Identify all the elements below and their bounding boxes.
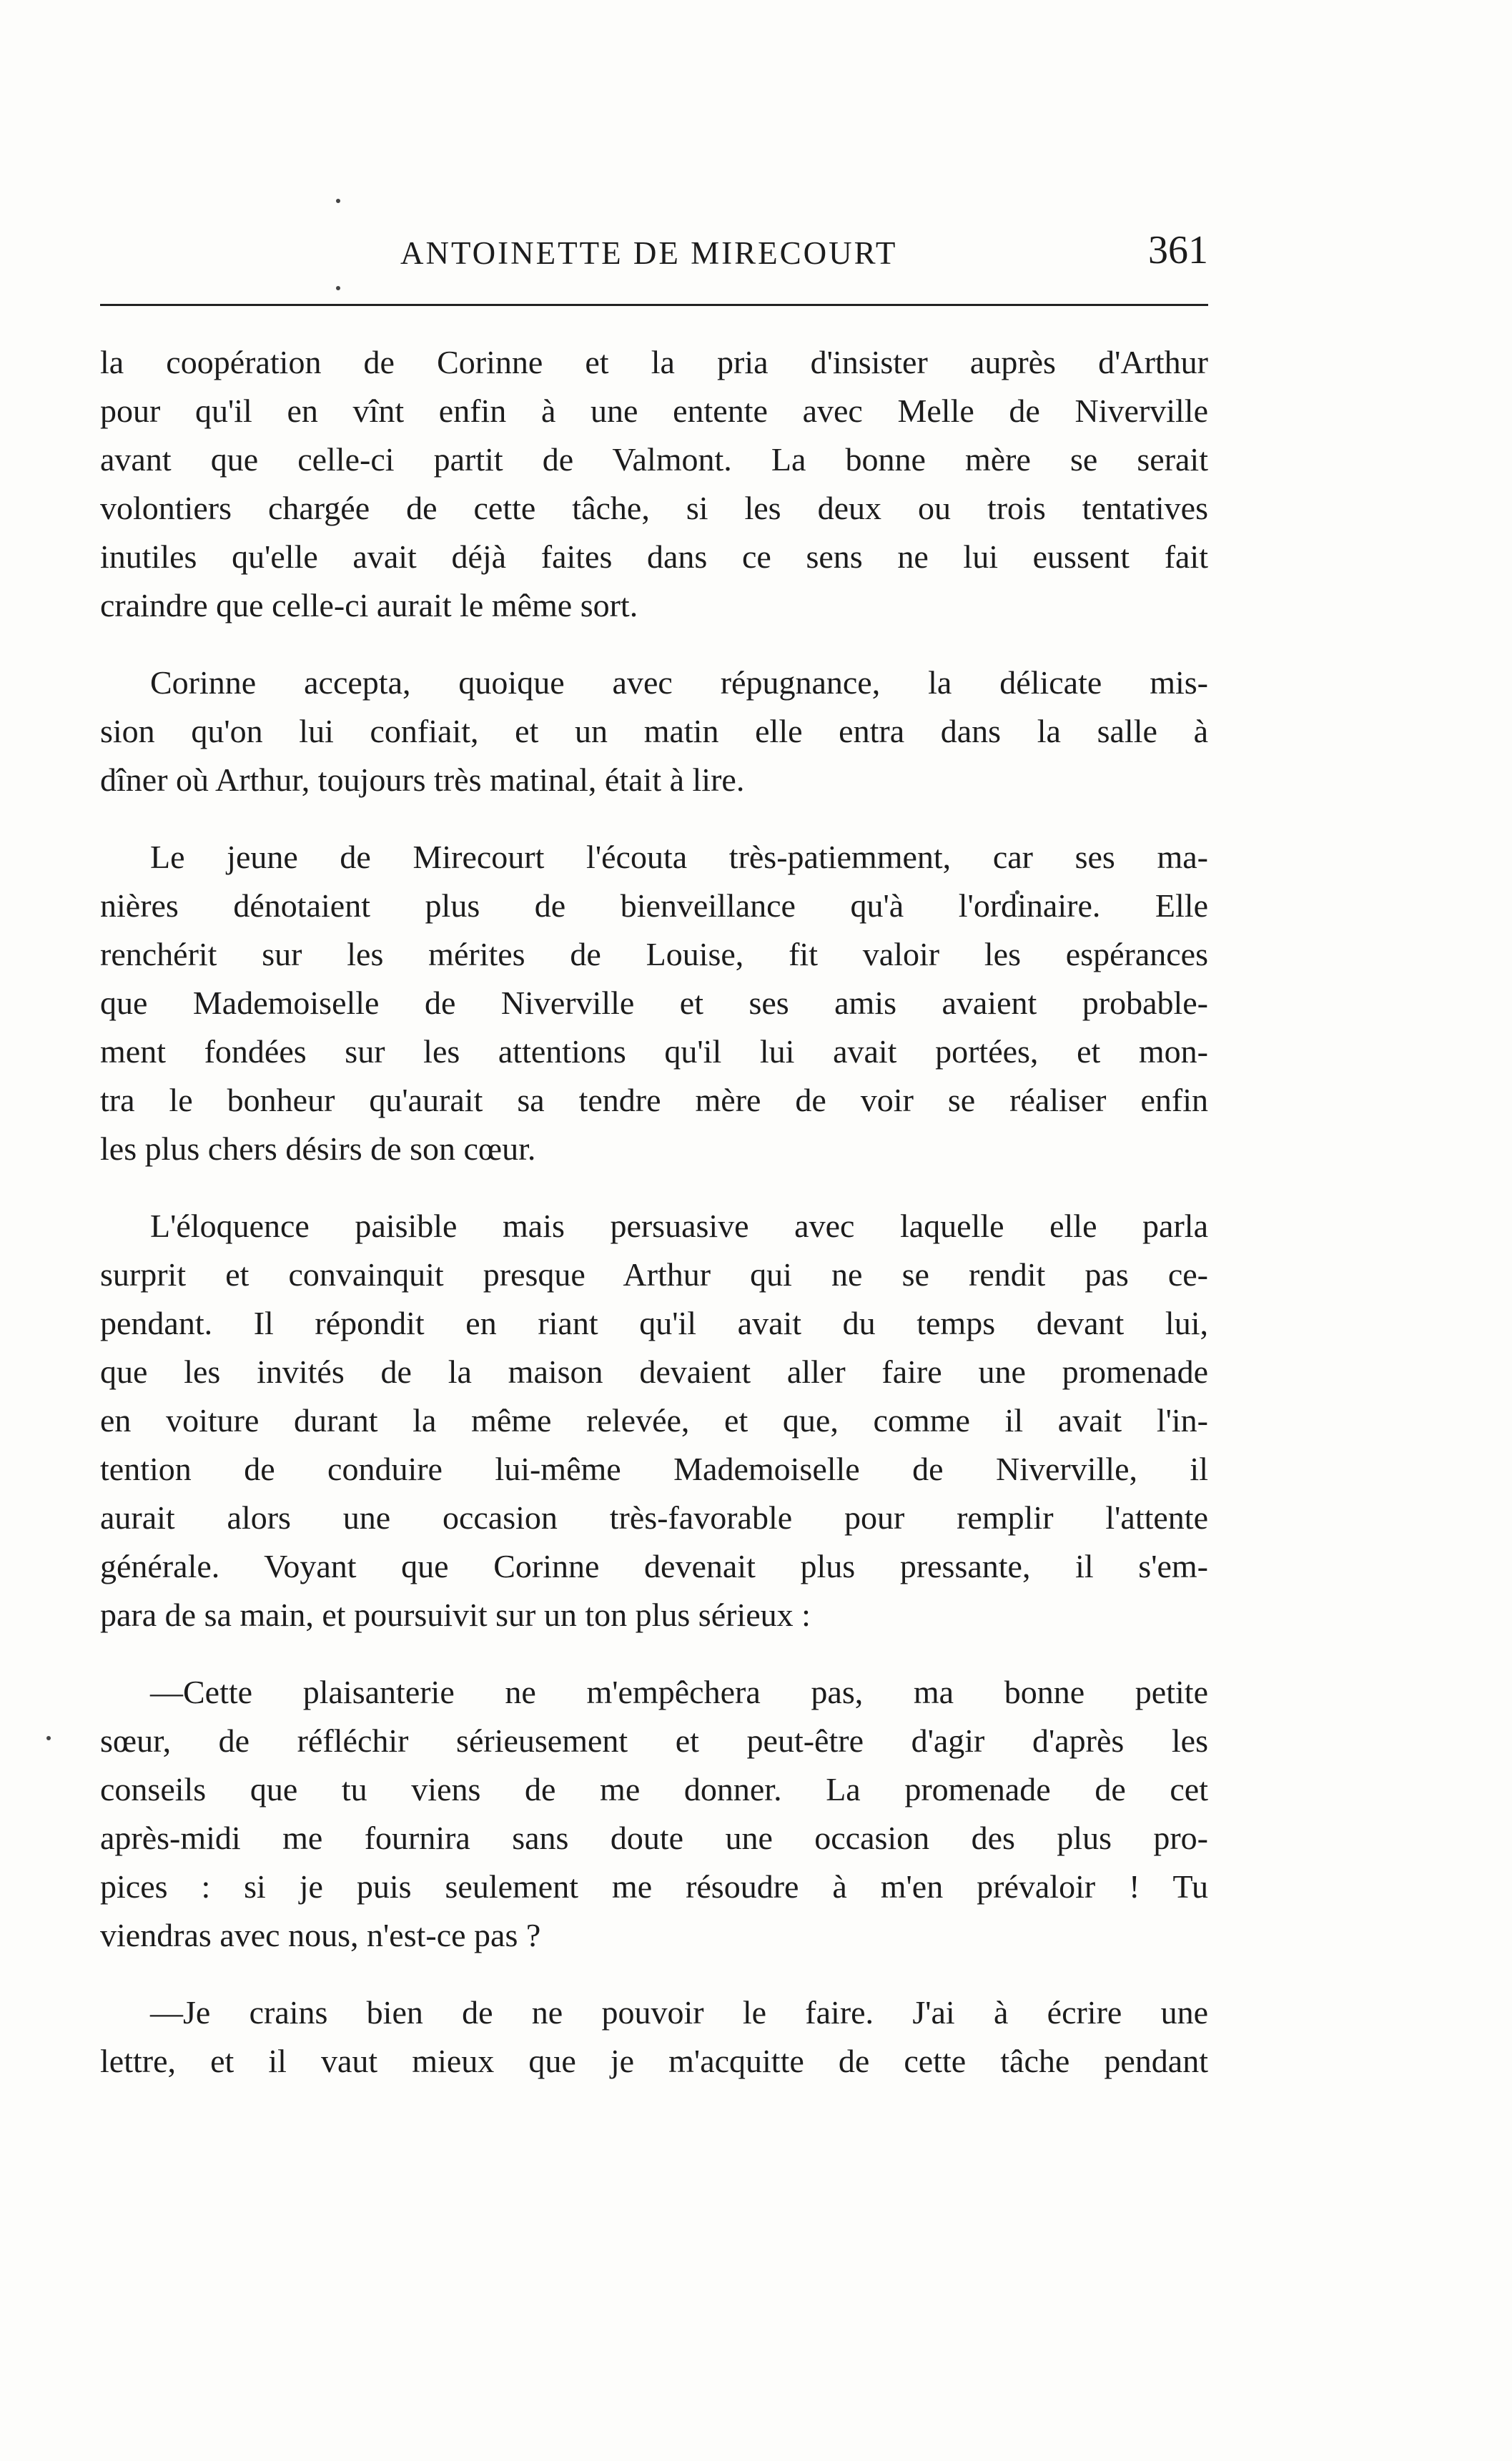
text-line: générale. Voyant que Corinne devenait plus pressante, il s'em- <box>100 1548 1208 1584</box>
text-line: en voiture durant la même relevée, et que, comme il avait l'in- <box>100 1402 1208 1439</box>
text-line: avant que celle-ci partit de Valmont. La bonne mère se serait <box>100 441 1208 478</box>
paragraph <box>100 1668 1208 1960</box>
print-speck <box>336 199 340 203</box>
text-line: viendras avec nous, n'est-ce pas ? <box>100 1917 541 1953</box>
text-line: pour qu'il en vînt enfin à une entente avec Melle de Niverville <box>100 393 1208 429</box>
paragraph <box>100 1202 1208 1639</box>
text-line: volontiers chargée de cette tâche, si les deux ou trois tentatives <box>100 490 1208 526</box>
text-line: la coopération de Corinne et la pria d'insister auprès d'Arthur <box>100 344 1208 380</box>
text-line: Corinne accepta, quoique avec répugnance, la délicate mis- <box>150 664 1208 701</box>
text-line: —Je crains bien de ne pouvoir le faire. J'ai à écrire une <box>150 1994 1208 2031</box>
text-line: craindre que celle-ci aurait le même sort. <box>100 587 638 623</box>
paragraph <box>100 1988 1208 2086</box>
text-line: pendant. Il répondit en riant qu'il avait du temps devant lui, <box>100 1305 1208 1341</box>
text-line: para de sa main, et poursuivit sur un ton plus sérieux : <box>100 1597 811 1633</box>
text-line: pices : si je puis seulement me résoudre à m'en prévaloir ! Tu <box>100 1868 1208 1905</box>
paragraph <box>100 338 1208 630</box>
text-line: tra le bonheur qu'aurait sa tendre mère de voir se réaliser enfin <box>100 1082 1208 1118</box>
text-line: surprit et convainquit presque Arthur qui ne se rendit pas ce- <box>100 1256 1208 1293</box>
text-line: ment fondées sur les attentions qu'il lui avait portées, et mon- <box>100 1033 1208 1070</box>
text-line: L'éloquence paisible mais persuasive avec laquelle elle parla <box>150 1208 1208 1244</box>
header-rule <box>100 304 1208 306</box>
paragraph-gap <box>100 804 1208 833</box>
body-text <box>100 338 1208 2086</box>
paragraph <box>100 833 1208 1173</box>
text-line: que les invités de la maison devaient aller faire une promenade <box>100 1353 1208 1390</box>
text-line: sion qu'on lui confiait, et un matin elle entra dans la salle à <box>100 713 1208 749</box>
text-line: sœur, de réfléchir sérieusement et peut-être d'agir d'après les <box>100 1722 1208 1759</box>
print-speck <box>336 286 340 290</box>
page-number: 361 <box>1148 228 1208 272</box>
text-line: Le jeune de Mirecourt l'écouta très-patiemment, car ses ma- <box>150 839 1208 875</box>
paragraph-gap <box>100 1960 1208 1988</box>
text-line: après-midi me fournira sans doute une occasion des plus pro- <box>100 1820 1208 1856</box>
paragraph-gap <box>100 1639 1208 1668</box>
text-line: inutiles qu'elle avait déjà faites dans ce sens ne lui eussent fait <box>100 538 1208 575</box>
text-line: conseils que tu viens de me donner. La promenade de cet <box>100 1771 1208 1807</box>
print-speck <box>46 1736 51 1740</box>
text-line: —Cette plaisanterie ne m'empêchera pas, ma bonne petite <box>150 1674 1208 1710</box>
page-header <box>100 227 1208 285</box>
text-line: que Mademoiselle de Niverville et ses amis avaient probable- <box>100 985 1208 1021</box>
text-line: lettre, et il vaut mieux que je m'acquitte de cette tâche pendant <box>100 2043 1208 2079</box>
paragraph-gap <box>100 1173 1208 1202</box>
text-line: aurait alors une occasion très-favorable pour remplir l'attente <box>100 1499 1208 1536</box>
text-line: les plus chers désirs de son cœur. <box>100 1130 536 1167</box>
paragraph-gap <box>100 630 1208 659</box>
running-title: ANTOINETTE DE MIRECOURT <box>400 235 898 271</box>
text-line: dîner où Arthur, toujours très matinal, était à lire. <box>100 761 745 798</box>
text-line: nières dénotaient plus de bienveillance qu'à l'ordinaire. Elle <box>100 887 1208 924</box>
text-line: renchérit sur les mérites de Louise, fit valoir les espérances <box>100 936 1208 972</box>
paragraph <box>100 659 1208 804</box>
text-line: tention de conduire lui-même Mademoiselle de Niverville, il <box>100 1451 1208 1487</box>
